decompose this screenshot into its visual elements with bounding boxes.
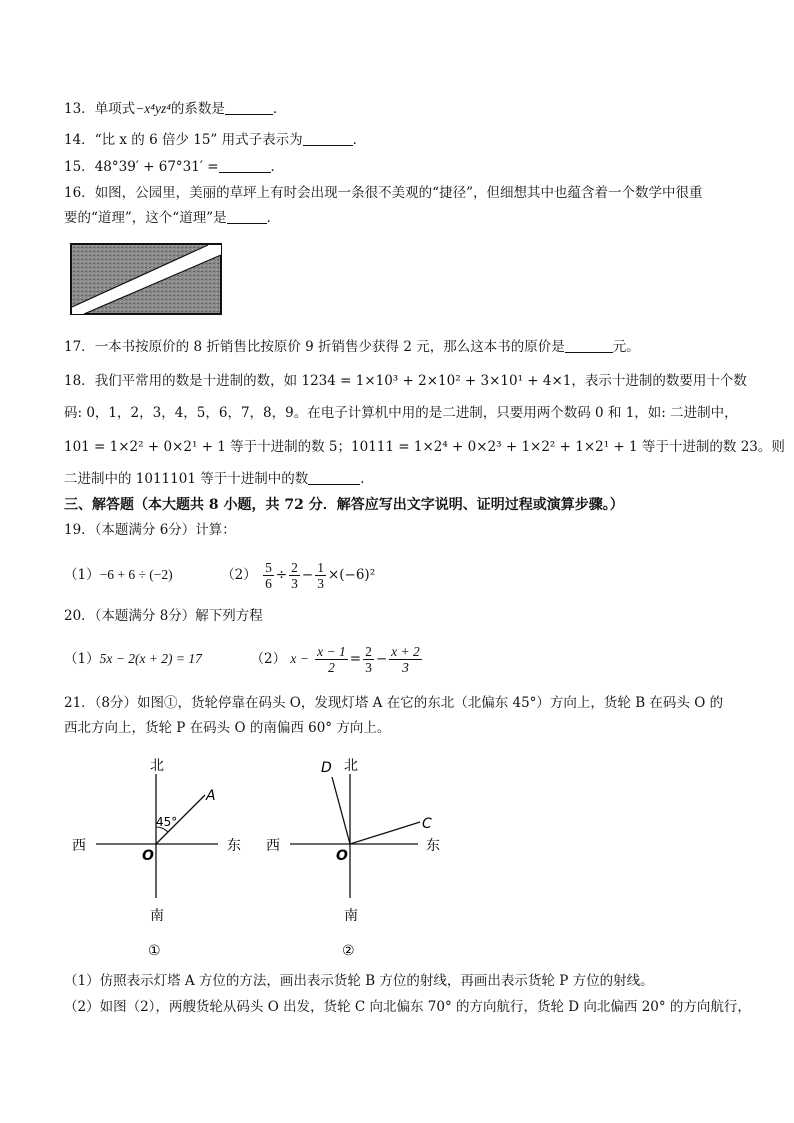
denominator: 2 bbox=[328, 660, 335, 675]
numerator: 1 bbox=[317, 560, 324, 575]
question-16-line-1 bbox=[64, 184, 703, 202]
south-label: 南 bbox=[344, 908, 358, 924]
question-text: 要的“道理”，这个“道理”是 bbox=[64, 210, 227, 226]
question-14 bbox=[64, 131, 366, 149]
question-text: 码: 0，1，2，3，4，5，6，7，8，9。在电子计算机中用的是二进制，只要用两个数码 0 和 1，如: 二进制中， bbox=[64, 405, 738, 421]
ray-oc bbox=[350, 822, 420, 844]
point-d-label: D bbox=[321, 760, 332, 776]
question-13 bbox=[64, 100, 286, 118]
question-number: 15． bbox=[64, 159, 95, 175]
origin-label: O bbox=[336, 848, 348, 864]
answer-blank[interactable] bbox=[219, 158, 271, 173]
numerator: x − 1 bbox=[317, 644, 346, 659]
question-text: 48°39′ + 67°31′ = bbox=[94, 159, 219, 175]
answer-blank[interactable] bbox=[303, 131, 353, 146]
question-20-parts bbox=[64, 644, 424, 675]
question-number: 13． bbox=[64, 101, 95, 117]
operator: ÷ bbox=[275, 567, 288, 583]
question-18-line-4 bbox=[64, 470, 374, 488]
west-label: 西 bbox=[72, 838, 86, 854]
angle-label: 45° bbox=[156, 815, 178, 829]
question-text: 二进制中的 1011101 等于十进制中的数 bbox=[64, 471, 309, 487]
question-text: “比 x 的 6 倍少 15” 用式子表示为 bbox=[94, 132, 303, 148]
fraction bbox=[389, 644, 422, 675]
question-19-parts bbox=[64, 560, 375, 591]
west-label: 西 bbox=[266, 838, 280, 854]
numerator: 2 bbox=[291, 560, 298, 575]
punctuation: ． bbox=[266, 210, 281, 226]
question-text: 20．（本题满分 8分）解下列方程 bbox=[64, 608, 263, 624]
question-18-line-3 bbox=[64, 438, 785, 456]
question-text: 一本书按原价的 8 折销售比按原价 9 折销售少获得 2 元，那么这本书的原价是 bbox=[94, 339, 565, 355]
question-21-line-1 bbox=[64, 694, 723, 712]
north-label: 北 bbox=[150, 758, 164, 774]
expression: ×(−6)² bbox=[327, 567, 376, 583]
north-label: 北 bbox=[344, 758, 358, 774]
part-label: （1） bbox=[64, 651, 100, 667]
fraction bbox=[363, 644, 374, 675]
question-text: 我们平常用的数是十进制的数，如 1234 = 1×10³ + 2×10² + 3×10¹ + 4×1，表示十进制的数要用十个数 bbox=[94, 373, 747, 389]
question-text: 西北方向上，货轮 P 在码头 O 的南偏西 60° 方向上。 bbox=[64, 720, 391, 736]
origin-label: O bbox=[142, 848, 154, 864]
denominator: 3 bbox=[365, 660, 372, 675]
punctuation: ． bbox=[360, 471, 374, 487]
answer-blank[interactable] bbox=[225, 100, 273, 115]
figure-caption: ② bbox=[342, 943, 355, 959]
part-label: （1） bbox=[64, 567, 100, 583]
question-16-line-2 bbox=[64, 209, 280, 227]
question-text: 21．（8分）如图①，货轮停靠在码头 O，发现灯塔 A 在它的东北（北偏东 45°）方向上，货轮 B 在码头 O 的 bbox=[64, 695, 724, 711]
operator: − bbox=[375, 651, 388, 667]
question-number: 17． bbox=[64, 339, 95, 355]
point-c-label: C bbox=[422, 816, 432, 832]
question-number: 14． bbox=[64, 132, 95, 148]
question-text: 101 = 1×2² + 0×2¹ + 1 等于十进制的数 5；10111 = 1×2⁴ + 0×2³ + 1×2² + 1×2¹ + 1 等于十进制的数 23。则 bbox=[64, 439, 785, 455]
question-17 bbox=[64, 338, 640, 356]
equation: 5x − 2(x + 2) = 17 bbox=[99, 651, 202, 666]
question-19-header bbox=[64, 521, 236, 539]
question-18-line-2 bbox=[64, 404, 738, 422]
question-text: 19．（本题满分 6分）计算： bbox=[64, 522, 236, 538]
direction-figure-2 bbox=[258, 750, 458, 965]
answer-blank[interactable] bbox=[308, 470, 360, 485]
expression: −6 + 6 ÷ (−2) bbox=[99, 567, 173, 582]
numerator: x + 2 bbox=[391, 644, 420, 659]
denominator: 6 bbox=[265, 576, 272, 591]
answer-blank[interactable] bbox=[227, 209, 267, 224]
question-number: 16． bbox=[64, 185, 95, 201]
part-label: （2） bbox=[221, 567, 257, 583]
numerator: 2 bbox=[365, 644, 372, 659]
fraction bbox=[315, 644, 348, 675]
numerator: 5 bbox=[265, 560, 272, 575]
denominator: 3 bbox=[291, 576, 298, 591]
fraction bbox=[263, 560, 274, 591]
section-title-text: 三、解答题（本大题共 8 小题，共 72 分．解答应写出文字说明、证明过程或演算步骤。） bbox=[64, 497, 624, 513]
question-21-line-2 bbox=[64, 719, 390, 737]
east-label: 东 bbox=[227, 838, 241, 854]
expression: −x⁴yz⁴ bbox=[135, 101, 171, 116]
question-text: （2）如图（2），两艘货轮从码头 O 出发，货轮 C 向北偏东 70° 的方向航行，货轮 D 向北偏西 20° 的方向航行， bbox=[64, 999, 751, 1015]
east-label: 东 bbox=[426, 838, 440, 854]
punctuation: ． bbox=[270, 159, 285, 175]
question-text: 单项式 bbox=[94, 101, 136, 117]
operator: − bbox=[301, 567, 314, 583]
point-a-label: A bbox=[206, 788, 216, 804]
part-label: （2） bbox=[250, 651, 287, 667]
denominator: 3 bbox=[402, 660, 409, 675]
question-text: （1）仿照表示灯塔 A 方位的方法，画出表示货轮 B 方位的射线，再画出表示货轮 P 方位的射线。 bbox=[64, 973, 654, 989]
question-21-sub-1 bbox=[64, 972, 654, 990]
south-label: 南 bbox=[150, 908, 164, 924]
fraction bbox=[289, 560, 300, 591]
answer-blank[interactable] bbox=[565, 338, 613, 353]
question-number: 18． bbox=[64, 373, 95, 389]
question-21-sub-2 bbox=[64, 998, 751, 1016]
punctuation: ． bbox=[352, 132, 367, 148]
ray-od bbox=[332, 777, 350, 844]
direction-figure-1 bbox=[62, 750, 242, 965]
expression: x − bbox=[290, 651, 309, 666]
punctuation: ． bbox=[272, 101, 287, 117]
figure-caption: ① bbox=[148, 943, 161, 959]
question-20-header bbox=[64, 607, 263, 625]
lawn-shortcut-figure bbox=[70, 243, 222, 315]
question-text: 的系数是 bbox=[170, 101, 225, 117]
unit-text: 元。 bbox=[612, 339, 640, 355]
denominator: 3 bbox=[317, 576, 324, 591]
section-3-title bbox=[64, 496, 624, 514]
fraction bbox=[315, 560, 326, 591]
question-18-line-1 bbox=[64, 372, 747, 390]
operator: = bbox=[349, 651, 362, 667]
question-15 bbox=[64, 158, 284, 176]
question-text: 如图，公园里，美丽的草坪上有时会出现一条很不美观的“捷径”，但细想其中也蕴含着一个数学中很重 bbox=[94, 185, 703, 201]
